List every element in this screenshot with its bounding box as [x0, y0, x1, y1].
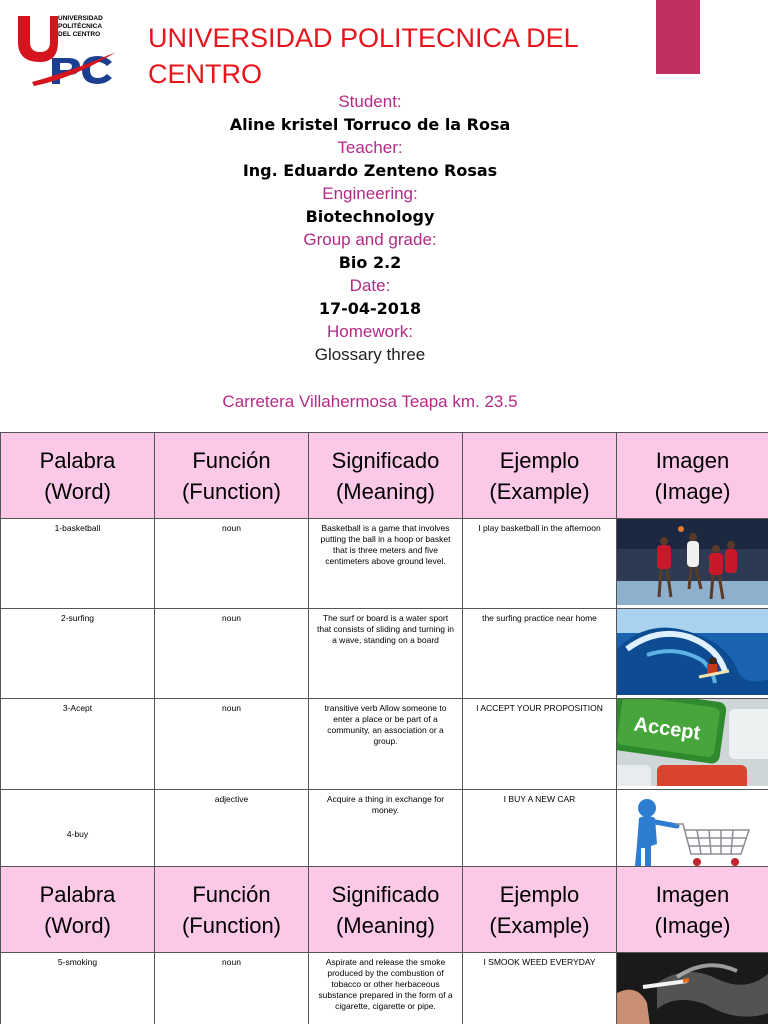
table-row	[1, 519, 768, 609]
word-cell: 1-basketball	[1, 519, 155, 609]
surfing-photo	[617, 609, 768, 699]
meaning-cell: transitive verb Allow someone to enter a place or be part of a community, an association or a group.	[309, 699, 463, 790]
example-cell: I ACCEPT YOUR PROPOSITION	[463, 699, 617, 790]
example-cell: I BUY A NEW CAR	[463, 790, 617, 880]
logo-text: UNIVERSIDAD POLITÉCNICA DEL CENTRO	[58, 15, 103, 38]
meaning-cell: Aspirate and release the smoke produced by the combustion of tobacco or other herbaceous substance prepared in the form of a cigarette, cigarette or pipe.	[309, 953, 463, 1024]
word-cell: 3-Acept	[1, 699, 155, 790]
header-meaning: Significado (Meaning)	[309, 867, 463, 953]
header-function: Función (Function)	[155, 433, 309, 519]
header-example: Ejemplo (Example)	[463, 433, 617, 519]
function-cell: noun	[155, 699, 309, 790]
header-function: Función (Function)	[155, 867, 309, 953]
header-word: Palabra (Word)	[1, 867, 155, 953]
teacher-label: Teacher:	[337, 138, 403, 157]
example-cell: I play basketball in the afternoon	[463, 519, 617, 609]
word-cell: 4-buy	[1, 790, 155, 880]
page-title: UNIVERSIDAD POLITECNICA DEL CENTRO	[148, 23, 579, 89]
header-image: Imagen (Image)	[617, 867, 768, 953]
header-meaning: Significado (Meaning)	[309, 433, 463, 519]
date-value: 17-04-2018	[318, 299, 422, 318]
header-word: Palabra (Word)	[1, 433, 155, 519]
function-cell: noun	[155, 519, 309, 609]
date-label: Date:	[349, 276, 391, 295]
engineering-label: Engineering:	[322, 184, 418, 203]
meaning-cell: The surf or board is a water sport that consists of sliding and turning in a wave, standing on a board	[309, 609, 463, 699]
teacher-value: Ing. Eduardo Zenteno Rosas	[242, 161, 498, 180]
table-row	[1, 609, 768, 699]
table-row	[1, 953, 768, 1024]
example-cell: the surfing practice near home	[463, 609, 617, 699]
word-cell: 2-surfing	[1, 609, 155, 699]
header-example: Ejemplo (Example)	[463, 867, 617, 953]
smoking-photo	[617, 953, 768, 1024]
header-image: Imagen (Image)	[617, 433, 768, 519]
basketball-photo	[617, 519, 768, 609]
table-row	[1, 699, 768, 790]
address: Carretera Villahermosa Teapa km. 23.5	[222, 392, 518, 411]
student-value: Aline kristel Torruco de la Rosa	[229, 115, 511, 134]
glossary-table-1	[0, 432, 768, 880]
svg-text:Accept: Accept	[632, 713, 702, 745]
meaning-cell: Acquire a thing in exchange for money.	[309, 790, 463, 880]
function-cell: adjective	[155, 790, 309, 880]
engineering-value: Biotechnology	[305, 207, 435, 226]
student-label: Student:	[338, 92, 402, 111]
student-info	[0, 90, 740, 366]
accept-key-photo	[617, 699, 768, 790]
homework-label: Homework:	[327, 322, 413, 341]
function-cell: noun	[155, 609, 309, 699]
group-label: Group and grade:	[303, 230, 437, 249]
accent-bar	[656, 0, 700, 74]
homework-value: Glossary three	[314, 345, 426, 364]
function-cell: noun	[155, 953, 309, 1024]
group-value: Bio 2.2	[338, 253, 402, 272]
example-cell: I SMOOK WEED EVERYDAY	[463, 953, 617, 1024]
glossary-table-2	[0, 866, 768, 1024]
word-cell: 5-smoking	[1, 953, 155, 1024]
meaning-cell: Basketball is a game that involves putting the ball in a hoop or basket that is three meters and five centimeters above ground level.	[309, 519, 463, 609]
